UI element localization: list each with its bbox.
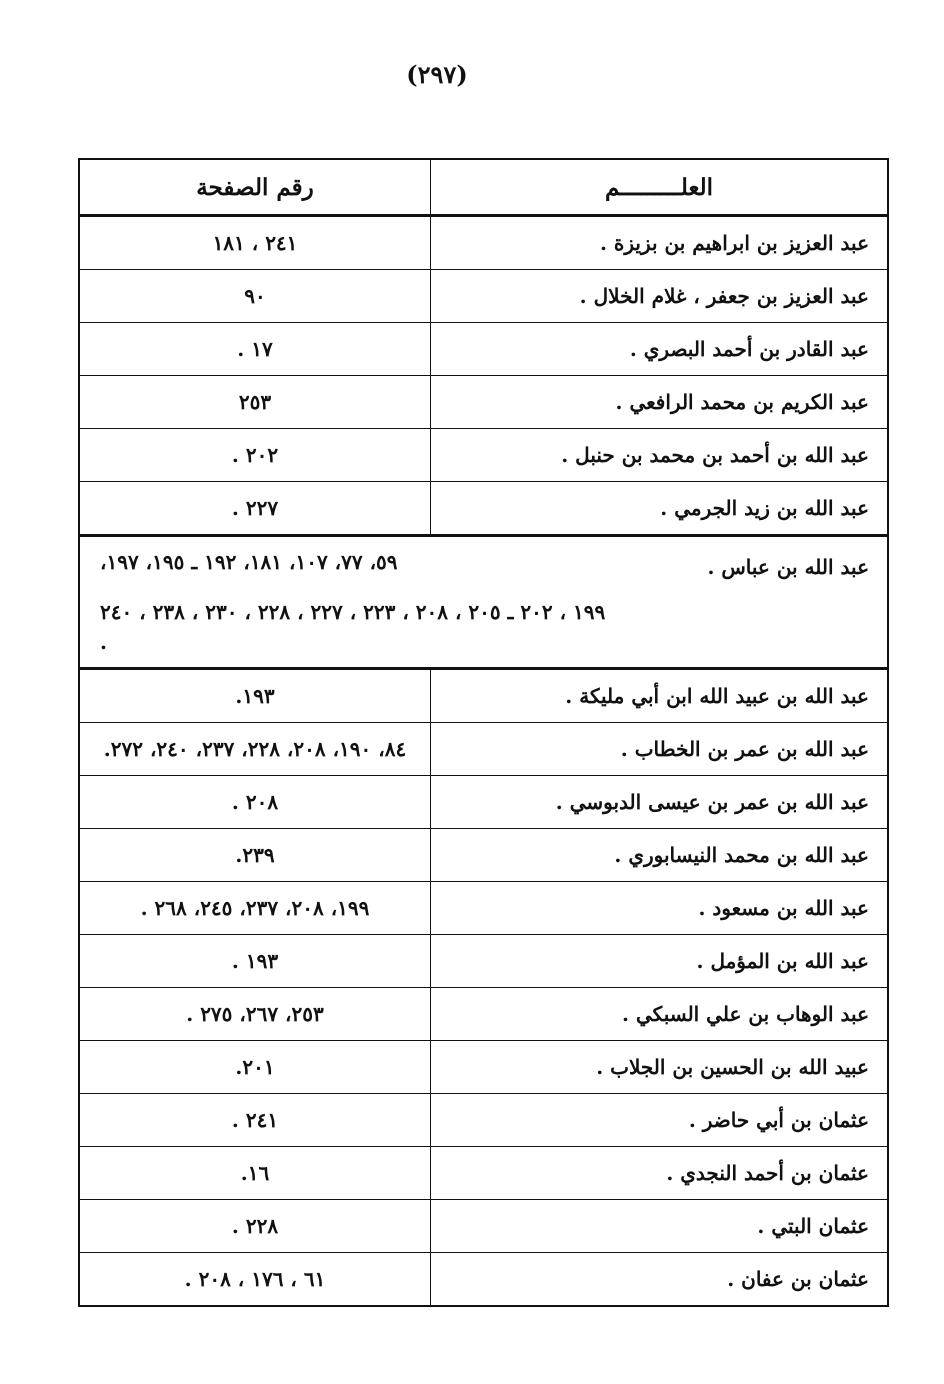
table-row	[79, 935, 888, 988]
table-header-row	[79, 159, 888, 216]
table-row	[79, 1041, 888, 1094]
wide-row-content	[90, 537, 877, 667]
page-references: ١٦.	[79, 1147, 431, 1200]
person-name: عثمان بن عفان .	[431, 1253, 889, 1307]
person-name: عبد الله بن عمر بن عيسى الدبوسي .	[431, 776, 889, 829]
table-row	[79, 723, 888, 776]
person-name: عثمان بن أحمد النجدي .	[431, 1147, 889, 1200]
table-row	[79, 376, 888, 429]
page-references: ٢٥٣	[79, 376, 431, 429]
page-references: ٢٢٧ .	[79, 482, 431, 536]
table-row	[79, 1200, 888, 1253]
person-name: عبد الله بن زيد الجرمي .	[431, 482, 889, 536]
page-references: ٢٠١.	[79, 1041, 431, 1094]
page-references: ٢٥٣، ٢٦٧، ٢٧٥ .	[79, 988, 431, 1041]
page-references: ٢٣٩.	[79, 829, 431, 882]
person-name: عثمان بن أبي حاضر .	[431, 1094, 889, 1147]
person-name: عبد الله بن المؤمل .	[431, 935, 889, 988]
table-row	[79, 988, 888, 1041]
person-name: عبد الكريم بن محمد الرافعي .	[431, 376, 889, 429]
page-references: ٦١ ، ١٧٦ ، ٢٠٨ .	[79, 1253, 431, 1307]
page-references: ١٩٣.	[79, 669, 431, 723]
page-references: ٢٤١ ، ١٨١	[79, 216, 431, 270]
wide-row-cell	[79, 536, 888, 669]
person-name: عبد الله بن عباس .	[707, 555, 869, 579]
person-name: عبد الله بن عبيد الله ابن أبي مليكة .	[431, 669, 889, 723]
table-row	[79, 270, 888, 323]
table-row	[79, 429, 888, 482]
person-name: عبد الوهاب بن علي السبكي .	[431, 988, 889, 1041]
page-references: ٨٤، ١٩٠، ٢٠٨، ٢٢٨، ٢٣٧، ٢٤٠، ٢٧٢.	[79, 723, 431, 776]
table-row	[79, 1147, 888, 1200]
page-references: ٢٢٨ .	[79, 1200, 431, 1253]
page-references: ٢٠٢ .	[79, 429, 431, 482]
page-references: ١٩٣ .	[79, 935, 431, 988]
page-references: ٢٤١ .	[79, 1094, 431, 1147]
person-name: عبد العزيز بن ابراهيم بن بزيزة .	[431, 216, 889, 270]
page-number: (٢٩٧)	[406, 60, 468, 89]
table-row	[79, 216, 888, 270]
person-name: عبد العزيز بن جعفر ، غلام الخلال .	[431, 270, 889, 323]
table-row	[79, 829, 888, 882]
table-row	[79, 776, 888, 829]
page-references: ١٩٩، ٢٠٨، ٢٣٧، ٢٤٥، ٢٦٨ .	[79, 882, 431, 935]
table-row	[79, 669, 888, 723]
person-name: عبد القادر بن أحمد البصري .	[431, 323, 889, 376]
header-name: العلـــــــــم	[431, 159, 889, 216]
person-name: عبد الله بن محمد النيسابوري .	[431, 829, 889, 882]
page-references	[90, 537, 619, 667]
table-row-wide	[79, 536, 888, 669]
person-name: عبيد الله بن الحسين بن الجلاب .	[431, 1041, 889, 1094]
table-body	[79, 216, 888, 1307]
table-row	[79, 482, 888, 536]
page-references: ٩٠	[79, 270, 431, 323]
person-name: عبد الله بن مسعود .	[431, 882, 889, 935]
person-name: عثمان البتي .	[431, 1200, 889, 1253]
page-references-line-1: ٥٩، ٧٧، ١٠٧، ١٨١، ١٩٢ ـ ١٩٥، ١٩٧،	[100, 550, 398, 574]
table-row	[79, 323, 888, 376]
page-references-line-2: ١٩٩ ، ٢٠٢ ـ ٢٠٥ ، ٢٠٨ ، ٢٢٣ ، ٢٢٧ ، ٢٢٨ ، ٢٣٠ ، ٢٣٨ ، ٢٤٠ .	[100, 600, 606, 654]
names-index-table	[78, 158, 889, 1307]
header-page-number: رقم الصفحة	[79, 159, 431, 216]
person-name: عبد الله بن أحمد بن محمد بن حنبل .	[431, 429, 889, 482]
table-row	[79, 882, 888, 935]
table-row	[79, 1253, 888, 1307]
page-references: ٢٠٨ .	[79, 776, 431, 829]
page-references: ١٧ .	[79, 323, 431, 376]
person-name: عبد الله بن عمر بن الخطاب .	[431, 723, 889, 776]
table-row	[79, 1094, 888, 1147]
